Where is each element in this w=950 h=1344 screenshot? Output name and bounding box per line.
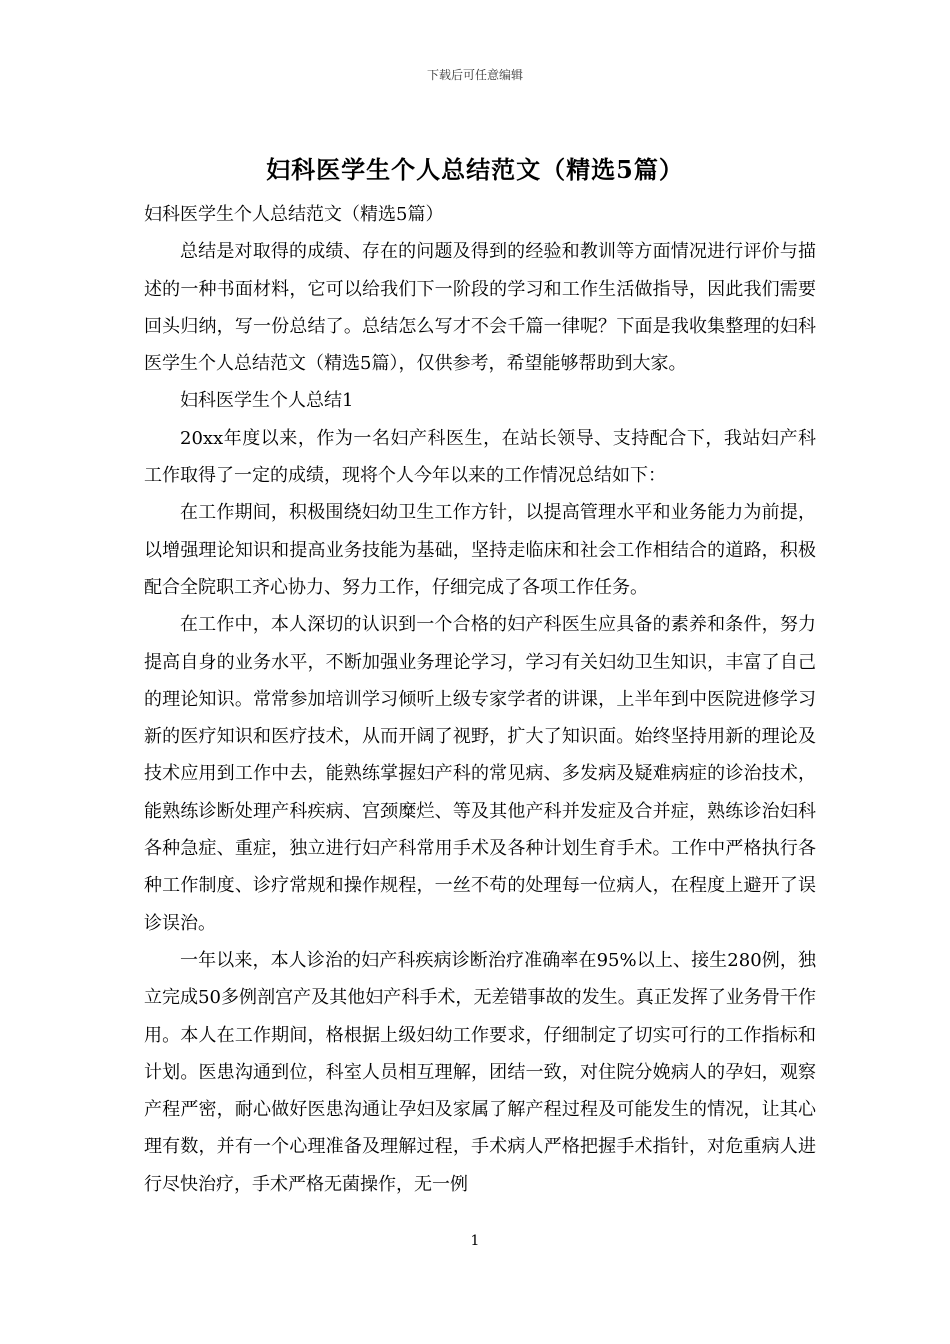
intro-paragraph: 总结是对取得的成绩、存在的问题及得到的经验和教训等方面情况进行评价与描述的一种书面材料，它可以给我们下一阶段的学习和工作生活做指导，因此我们需要回头归纳，写一份总结了。总结怎么写才不会千篇一律呢？下面是我收集整理的妇科医学生个人总结范文（精选5篇），仅供参考，希望能够帮助到大家。 (144, 241, 816, 375)
body-paragraph: 在工作中，本人深切的认识到一个合格的妇产科医生应具备的素养和条件，努力提高自身的业务水平，不断加强业务理论学习，学习有关妇幼卫生知识，丰富了自己的理论知识。常常参加培训学习倾听上级专家学者的讲课，上半年到中医院进修学习新的医疗知识和医疗技术，从而开阔了视野，扩大了知识面。始终坚持用新的理论及技术应用到工作中去，能熟练掌握妇产科的常见病、多发病及疑难病症的诊治技术，能熟练诊断处理产科疾病、宫颈糜烂、等及其他产科并发症及合并症，熟练诊治妇科各种急症、重症，独立进行妇产科常用手术及各种计划生育手术。工作中严格执行各种工作制度、诊疗常规和操作规程，一丝不苟的处理每一位病人，在程度上避开了误诊误治。 (144, 614, 816, 934)
section-heading: 妇科医学生个人总结1 (180, 390, 354, 412)
body-paragraph: 20xx年度以来，作为一名妇产科医生，在站长领导、支持配合下，我站妇产科工作取得了一定的成绩，现将个人今年以来的工作情况总结如下： (144, 427, 816, 487)
document-body (144, 196, 816, 1203)
page-number: 1 (470, 1233, 480, 1249)
body-paragraph: 在工作期间，积极围绕妇幼卫生工作方针，以提高管理水平和业务能力为前提，以增强理论知识和提高业务技能为基础，坚持走临床和社会工作相结合的道路，积极配合全院职工齐心协力、努力工作，仔细完成了各项工作任务。 (144, 502, 816, 598)
body-paragraph: 一年以来，本人诊治的妇产科疾病诊断治疗准确率在95%以上、接生280例，独立完成50多例剖宫产及其他妇产科手术，无差错事故的发生。真正发挥了业务骨干作用。本人在工作期间，格根据上级妇幼工作要求，仔细制定了切实可行的工作指标和计划。医患沟通到位，科室人员相互理解，团结一致，对住院分娩病人的孕妇，观察产程严密，耐心做好医患沟通让孕妇及家属了解产程过程及可能发生的情况，让其心理有数，并有一个心理准备及理解过程，手术病人严格把握手术指针，对危重病人进行尽快治疗，手术严格无菌操作，无一例 (144, 949, 816, 1195)
document-title: 妇科医学生个人总结范文（精选5篇） (266, 155, 684, 184)
subtitle-paragraph: 妇科医学生个人总结范文（精选5篇） (144, 204, 444, 225)
page-header: 下载后可任意编辑 (426, 68, 523, 82)
